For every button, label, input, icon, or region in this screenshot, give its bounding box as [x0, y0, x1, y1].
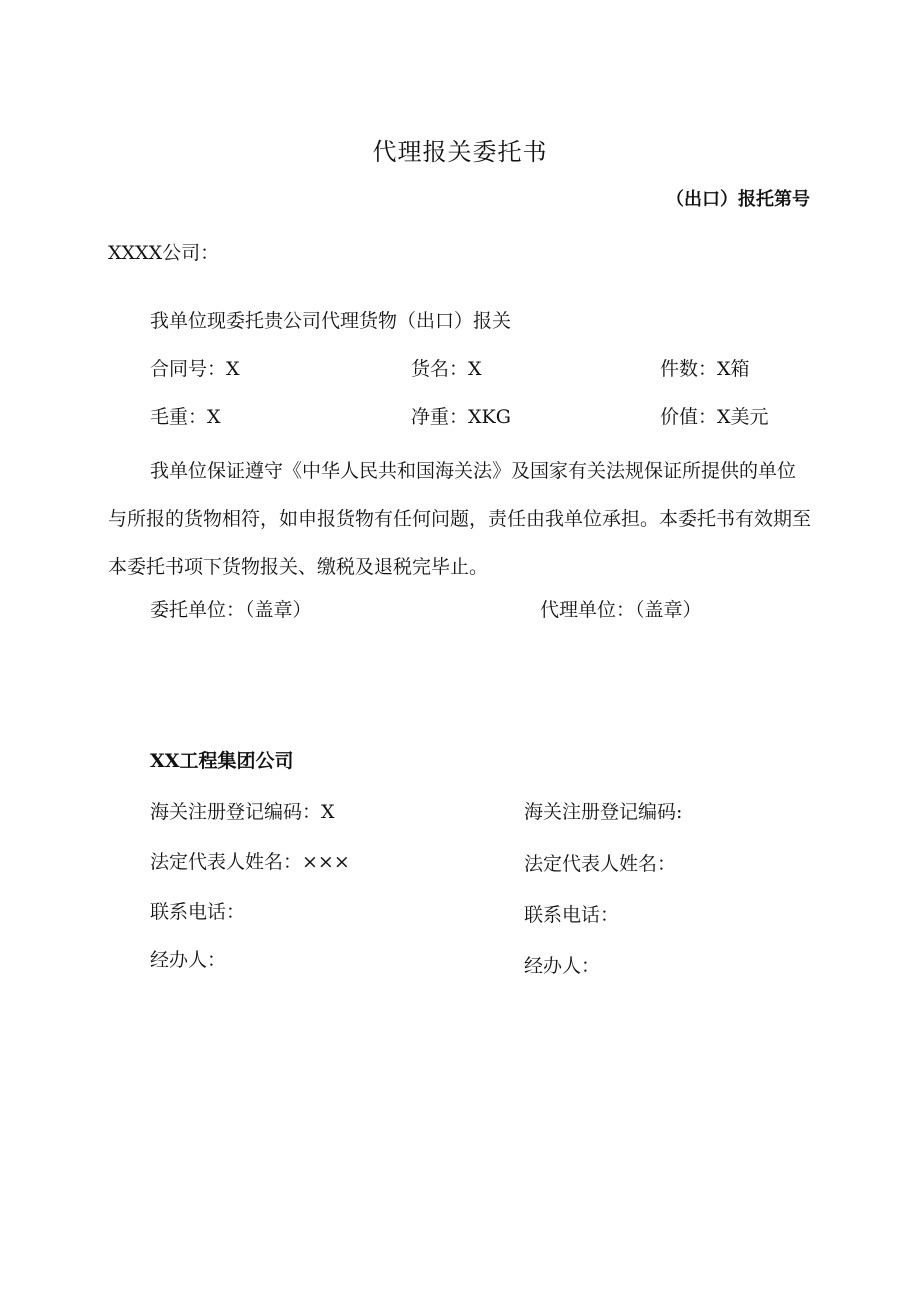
guarantee-text: 我单位保证遵守《中华人民共和国海关法》及国家有关法规保证所提供的单位与所报的货物相符，如申报货物有任何问题，责任由我单位承担。本委托书有效期至本委托书项下货物报关、缴税及退税完毕止。 — [108, 460, 812, 578]
pieces-field: 件数：X箱 — [660, 358, 750, 380]
value-field: 价值：X美元 — [660, 406, 769, 428]
left-legal-rep: 法定代表人姓名：××× — [150, 851, 350, 873]
contract-field: 合同号：X — [150, 358, 240, 380]
addressee: XXXX公司： — [108, 242, 220, 264]
left-handler: 经办人： — [150, 949, 227, 971]
principal-seal: 委托单位：（盖章） — [150, 599, 312, 621]
reference-number: （出口）报托第号 — [666, 189, 810, 210]
left-phone: 联系电话： — [150, 901, 246, 923]
intro-line: 我单位现委托贵公司代理货物（出口）报关 — [150, 310, 512, 332]
guarantee-paragraph — [108, 447, 812, 591]
right-phone: 联系电话： — [524, 904, 620, 926]
left-customs-code: 海关注册登记编码：X — [150, 801, 335, 823]
gross-weight-field: 毛重：X — [150, 406, 221, 428]
net-weight-field: 净重：XKG — [411, 406, 511, 428]
right-handler: 经办人： — [524, 955, 601, 977]
company-name: XX工程集团公司 — [150, 750, 294, 772]
goods-name-field: 货名：X — [411, 358, 482, 380]
right-legal-rep: 法定代表人姓名： — [524, 853, 677, 875]
agent-seal: 代理单位：（盖章） — [540, 599, 702, 621]
right-customs-code: 海关注册登记编码: — [524, 801, 683, 823]
document-title: 代理报关委托书 — [372, 138, 548, 166]
